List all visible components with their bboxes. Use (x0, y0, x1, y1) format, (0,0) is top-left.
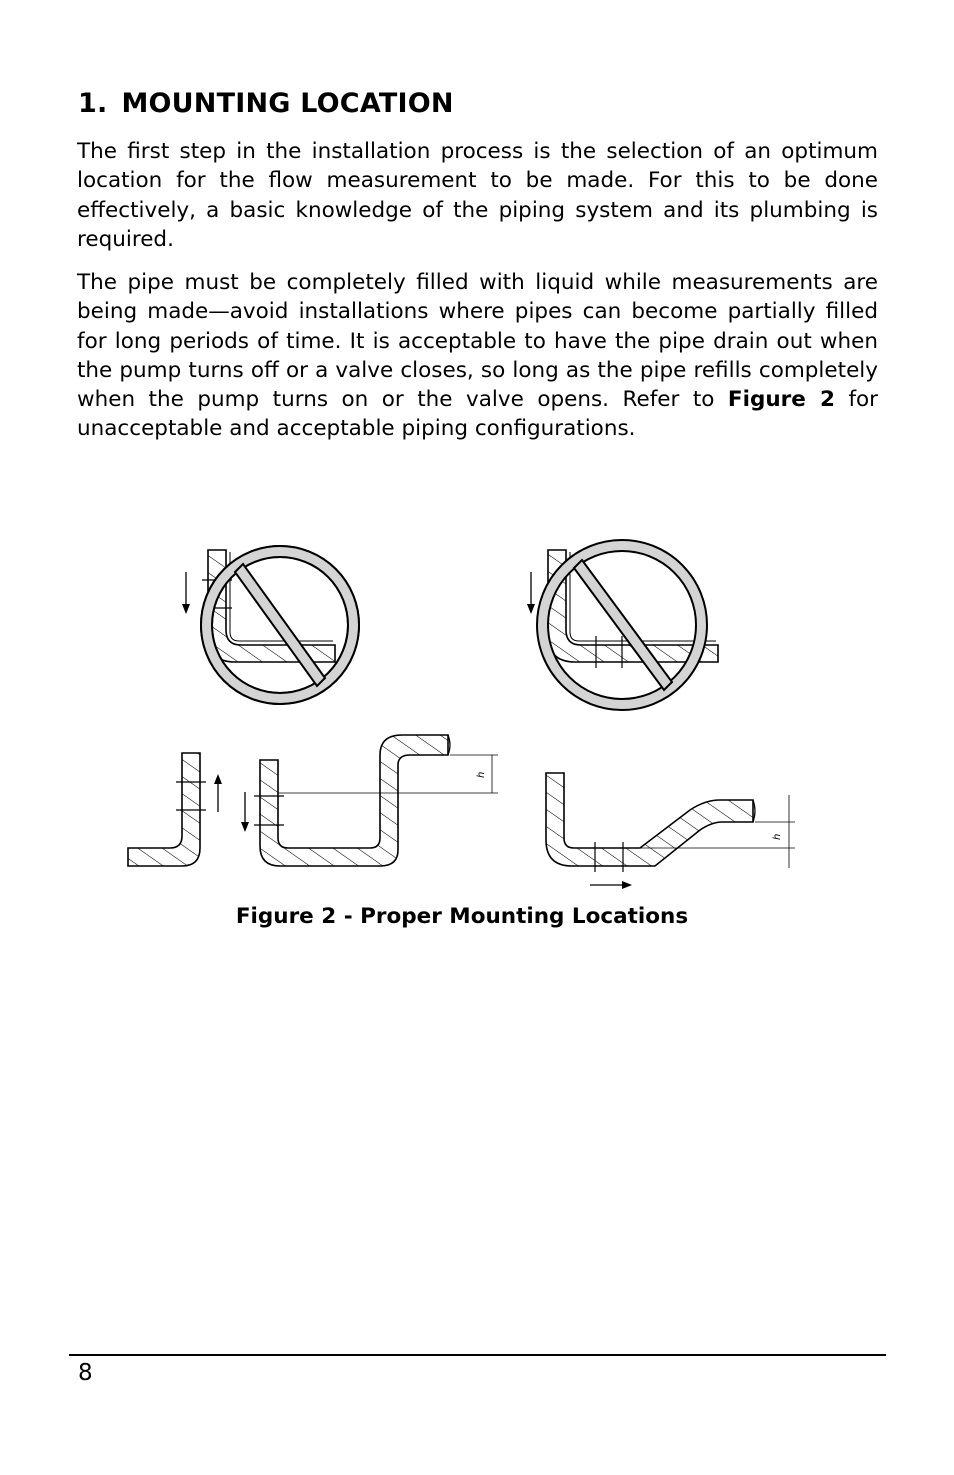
figure-reference: Figure 2 (727, 387, 835, 413)
acceptable-config-rise (546, 773, 795, 889)
figure-caption: Figure 2 - Proper Mounting Locations (235, 904, 689, 929)
page-number: 8 (78, 1360, 93, 1386)
piping-diagram (120, 530, 810, 895)
section-number: 1. (78, 88, 108, 119)
height-label: h (772, 833, 783, 840)
section-heading (78, 88, 454, 119)
acceptable-config-elbow (128, 753, 222, 866)
paragraph-text-start: The pipe must be completely filled with liquid while measurements are being made—avoid installations where pipes can become partially filled for long periods of time. It is acceptable to have the pipe drain out when the pump turns off or a valve closes, so long as the pipe refills completely when the pump turns on or the valve opens. Refer to (77, 270, 878, 413)
footer-rule (69, 1354, 886, 1356)
paragraph-pipe-filled (77, 268, 878, 444)
section-title: MOUNTING LOCATION (121, 88, 454, 119)
height-label: h (476, 771, 487, 778)
paragraph-intro: The first step in the installation process is the selection of an optimum location for the flow measurement to be made. For this to be done effectively, a basic knowledge of the piping system and its plumbing is required. (77, 139, 878, 252)
paragraph-text-end: for unacceptable and acceptable piping configurations. (77, 387, 879, 442)
unacceptable-config-right (527, 550, 718, 668)
acceptable-config-trap (241, 735, 498, 866)
